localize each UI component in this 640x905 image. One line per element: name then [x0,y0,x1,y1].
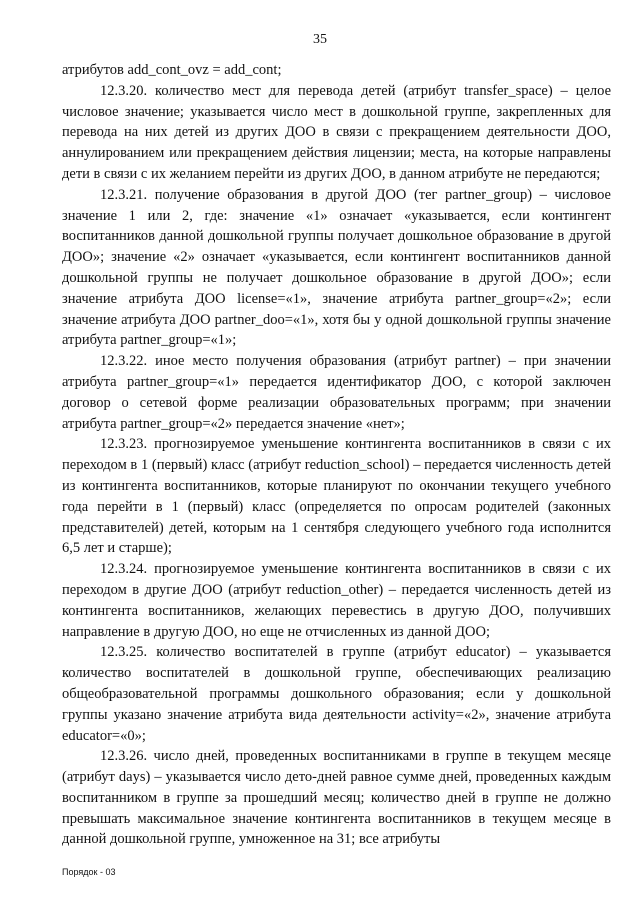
paragraph-continuation: атрибутов add_cont_ovz = add_cont; [62,62,282,78]
paragraph-12-3-22: 12.3.22. иное место получения образования (атрибут partner) – при значении атрибута partner_group=«1» передается идентификатор ДОО, с которой заключен договор о сетевой форме реализации образовательных программ; при значении атрибута partner_group=«2» передается значение «нет»; [62,353,611,432]
paragraph-12-3-21: 12.3.21. получение образования в другой ДОО (тег partner_group) – числовое значение 1 или 2, где: значение «1» означает «указывается, если контингент воспитанников данной дошкольной группы получает дошкольное образование в другой ДОО»; значение «2» означает «указывается, если контингент воспитанников данной дошкольной группы не получает дошкольное образование в другой ДОО»; если значение атрибута ДОО license=«1», значение атрибута partner_group=«2»; если значение атрибута ДОО partner_doo=«1», хотя бы у одной дошкольной группы значение атрибута partner_group=«1»; [62,186,611,349]
paragraph-12-3-25: 12.3.25. количество воспитателей в группе (атрибут educator) – указывается количество воспитателей в дошкольной группе, обеспечивающих реализацию общеобразовательной программы дошкольного образования; если у дошкольной группы указано значение атрибута вида деятельности activity=«2», значение атрибута educator=«0»; [62,644,611,744]
footer-label: Порядок - 03 [62,867,116,877]
page-number: 35 [313,32,327,47]
document-body [62,60,611,850]
paragraph-12-3-26: 12.3.26. число дней, проведенных воспитанниками в группе в текущем месяце (атрибут days) – указывается число дето-дней равное сумме дней, проведенных каждым воспитанником в группе за прошедший месяц; количество дней в группе не должно превышать максимальное значение контингента воспитанников в текущем месяце в данной дошкольной группе, умноженное на 31; все атрибуты [62,748,611,848]
paragraph-12-3-23: 12.3.23. прогнозируемое уменьшение контингента воспитанников в связи с их переходом в 1 (первый) класс (атрибут reduction_school) – передается численность детей из контингента воспитанников, которые планируют по окончании текущего учебного года перейти в 1 (первый) класс (определяется по опросам родителей (законных представителей) детей, которым на 1 сентября следующего учебного года исполнится 6,5 лет и старше); [62,436,611,557]
paragraph-12-3-20: 12.3.20. количество мест для перевода детей (атрибут transfer_space) – целое числовое значение; указывается число мест в дошкольной группе, закрепленных для перевода на них детей из других ДОО в связи с прекращением деятельности ДОО, аннулированием или прекращением действия лицензии; места, на которые направлены дети в связи с их желанием перейти из других ДОО, в данном атрибуте не передаются; [62,82,611,182]
paragraph-12-3-24: 12.3.24. прогнозируемое уменьшение контингента воспитанников в связи с их переходом в другие ДОО (атрибут reduction_other) – передается численность детей из контингента воспитанников, желающих перевестись в другую ДОО, получивших направление в другую ДОО, но еще не отчисленных из данной ДОО; [62,561,611,640]
